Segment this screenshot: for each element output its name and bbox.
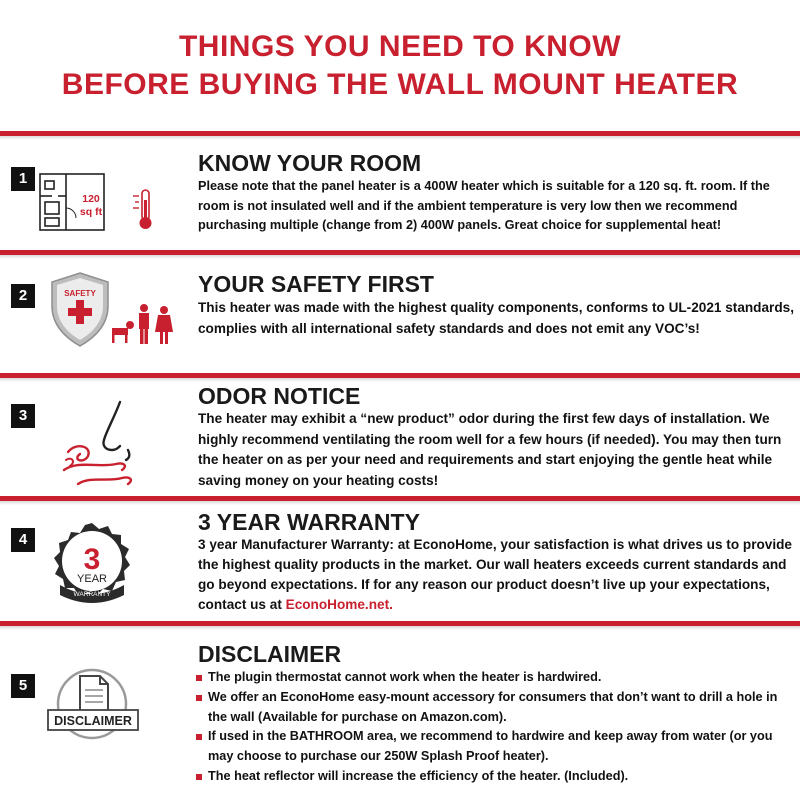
nose-odor-icon	[58, 398, 148, 495]
section-divider	[0, 131, 800, 136]
section-heading-odor: ODOR NOTICE	[198, 383, 361, 409]
section-number-3: 3	[11, 404, 35, 428]
disclaimer-label: DISCLAIMER	[54, 714, 132, 728]
room-size-unit: sq ft	[79, 206, 103, 218]
section-number-2: 2	[11, 284, 35, 308]
section-body-warranty	[198, 535, 794, 615]
section-divider	[0, 250, 800, 255]
section-heading-know-your-room: KNOW YOUR ROOM	[198, 150, 422, 176]
page-title-line1: THINGS YOU NEED TO KNOW	[178, 30, 622, 63]
warranty-ribbon-label: WARRANTY	[73, 591, 111, 598]
list-item: The plugin thermostat cannot work when the heater is hardwired.	[196, 668, 796, 688]
section-heading-safety: YOUR SAFETY FIRST	[198, 271, 434, 297]
section-body-safety: This heater was made with the highest quality components, conforms to UL-2021 standards, complies with all international safety standards and does not emit any VOC’s!	[198, 300, 794, 336]
section-heading-disclaimer: DISCLAIMER	[198, 641, 342, 667]
room-size-label: 120	[82, 193, 100, 205]
floorplan-thermometer-icon	[38, 172, 158, 239]
warranty-badge-icon	[50, 521, 134, 610]
section-divider	[0, 373, 800, 378]
list-item: We offer an EconoHome easy-mount accessory for consumers that don’t want to drill a hole in the wall (Available for purchase on Amazon.com).	[196, 688, 796, 728]
econohome-link[interactable]: EconoHome.net.	[285, 597, 393, 612]
warranty-number: 3	[83, 543, 101, 576]
section-number-1: 1	[11, 167, 35, 191]
warranty-year-label: YEAR	[77, 573, 107, 585]
section-heading-warranty: 3 YEAR WARRANTY	[198, 509, 420, 535]
list-item: The heat reflector will increase the efficiency of the heater. (Included).	[196, 767, 796, 787]
safety-label: SAFETY	[64, 289, 96, 298]
section-body-odor: The heater may exhibit a “new product” odor during the first few days of installation. We highly recommend ventilating the room well for a few hours (if needed). You may then turn the heater on as per your need and requirements and start enjoying the gentle heat while saving money on your heating costs!	[198, 411, 782, 488]
disclaimer-list	[196, 668, 796, 787]
disclaimer-document-icon	[46, 664, 142, 749]
section-body-know-your-room: Please note that the panel heater is a 400W heater which is suitable for a 120 sq. ft. room. If the room is not insulated well and if the ambient temperature is very low then we recommend purchasing multiple (change from 2) 400W panels. Great choice for supplemental heat!	[198, 179, 770, 232]
safety-shield-icon	[48, 270, 188, 355]
section-number-5: 5	[11, 674, 35, 698]
section-number-4: 4	[11, 528, 35, 552]
list-item: If used in the BATHROOM area, we recommend to hardwire and keep away from water (or you may choose to purchase our 250W Splash Proof heater).	[196, 727, 796, 767]
section-divider	[0, 621, 800, 626]
section-divider	[0, 496, 800, 501]
page-title-line2: BEFORE BUYING THE WALL MOUNT HEATER	[61, 68, 739, 101]
warranty-body-text: 3 year Manufacturer Warranty: at EconoHome, your satisfaction is what drives us to provide the highest quality products in the market. Our wall heaters exceeds current standards and go beyond expectations. If for any reason our product doesn’t live up your expectations, contact us at	[198, 537, 792, 612]
